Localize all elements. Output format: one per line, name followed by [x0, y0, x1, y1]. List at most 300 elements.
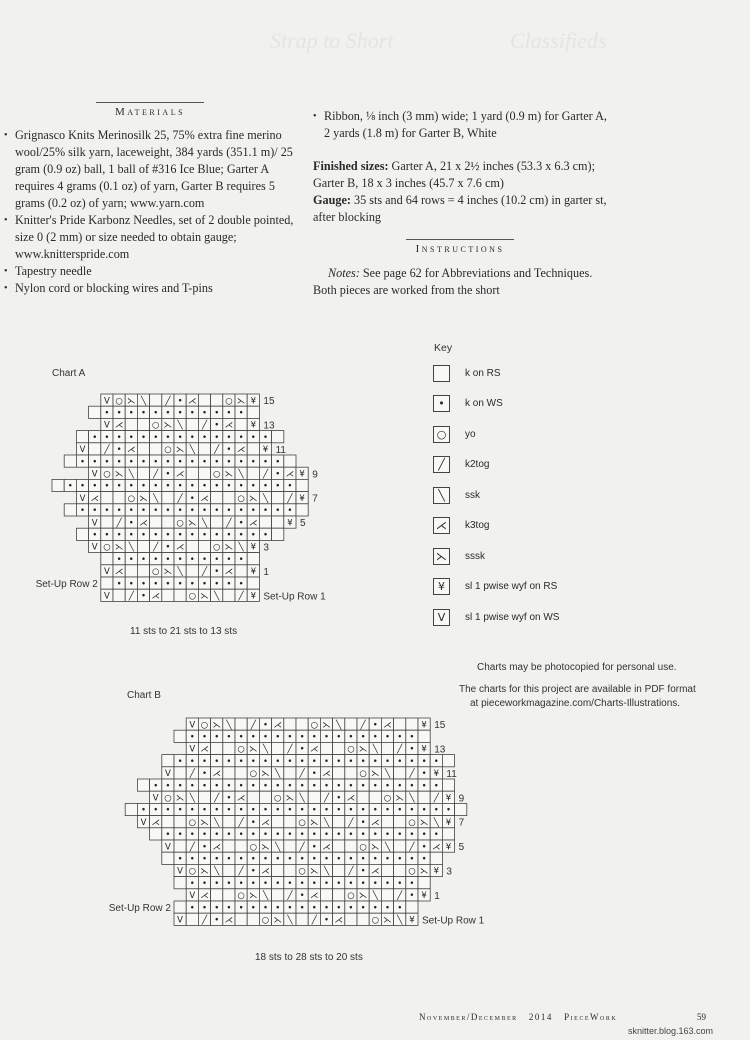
chart-a-symbol: •	[177, 554, 183, 565]
chart-b-symbol: •	[177, 805, 183, 816]
chart-a-cell	[235, 565, 247, 577]
chart-a-symbol: ○	[151, 567, 160, 578]
chart-b-symbol: ⋌	[200, 744, 209, 755]
key-label: k2tog	[465, 459, 490, 470]
chart-b-symbol: ⋌	[261, 817, 270, 828]
chart-b-symbol: ¥	[433, 769, 440, 780]
chart-a-symbol: ○	[103, 469, 111, 480]
chart-b-symbol: •	[262, 732, 269, 743]
chart-b	[108, 718, 513, 950]
chart-b-symbol: •	[348, 756, 354, 767]
chart-b-symbol: •	[323, 805, 330, 816]
material-item-tapestry: • Tapestry needle	[4, 263, 300, 280]
chart-a-setup-row-2-label: Set-Up Row 2	[35, 579, 98, 591]
chart-b-symbol: •	[299, 854, 305, 865]
chart-a-cell	[150, 443, 162, 455]
chart-b-symbol: •	[226, 756, 232, 767]
chart-a-cell	[247, 467, 259, 479]
chart-b-symbol: •	[201, 878, 208, 889]
chart-b-symbol: •	[372, 720, 378, 731]
chart-b-cell	[272, 889, 284, 901]
chart-b-symbol: ⋌	[322, 842, 331, 853]
material-item-ribbon: • Ribbon, ⅛ inch (3 mm) wide; 1 yard (0.9 m) for Garter A, 2 yards (1.8 m) for Garter B, White	[313, 108, 613, 142]
chart-a-symbol: ╲	[238, 542, 244, 553]
chart-b-symbol: •	[287, 732, 293, 743]
chart-b-cell	[223, 767, 235, 779]
chart-b-symbol: •	[250, 854, 256, 865]
chart-b-symbol: ⋋	[310, 817, 319, 828]
chart-a-symbol: ╱	[201, 567, 208, 578]
chart-b-symbol: ╲	[287, 915, 293, 926]
chart-b-symbol: •	[372, 830, 378, 841]
chart-a-symbol: ⋋	[139, 493, 148, 504]
chart-a-symbol: •	[92, 530, 98, 541]
chart-b-symbol: •	[311, 830, 317, 841]
chart-a-cell	[101, 553, 113, 565]
chart-a-symbol: ⋋	[188, 518, 197, 529]
chart-a-symbol: •	[275, 506, 281, 517]
chart-b-symbol: •	[189, 903, 195, 914]
chart-a-cell	[162, 516, 174, 528]
gauge-text: 35 sts and 64 rows = 4 inches (10.2 cm) in garter st, after blocking	[313, 193, 607, 224]
chart-b-symbol: •	[311, 854, 317, 865]
chart-b-symbol: ○	[347, 744, 355, 755]
chart-b-symbol: ╲	[384, 842, 391, 853]
chart-a-symbol: •	[214, 481, 220, 492]
chart-b-symbol: ⋋	[200, 866, 209, 877]
chart-b-cell	[406, 718, 418, 730]
chart-a-caption: 11 sts to 21 sts to 13 sts	[130, 626, 238, 637]
chart-b-symbol: V	[140, 817, 147, 828]
key-label: ssk	[465, 489, 480, 501]
chart-a-symbol: V	[103, 396, 110, 407]
chart-b-symbol: •	[250, 805, 256, 816]
chart-a-symbol: •	[153, 506, 159, 517]
key-label: yo	[465, 428, 476, 440]
chart-a-symbol: V	[103, 567, 110, 578]
chart-a-symbol: •	[238, 518, 244, 529]
chart-b-cell	[320, 742, 332, 754]
chart-b-symbol: •	[372, 805, 378, 816]
chart-b-symbol: ○	[188, 866, 197, 877]
chart-b-symbol: ╱	[299, 769, 305, 780]
chart-a-cell	[259, 516, 271, 528]
chart-b-symbol: ╲	[372, 891, 378, 902]
chart-b-symbol: •	[238, 756, 244, 767]
chart-a-symbol: ╱	[214, 445, 220, 456]
chart-a-symbol: ○	[176, 518, 184, 529]
chart-a-cell	[198, 467, 210, 479]
chart-a-symbol: ○	[164, 445, 172, 456]
chart-b-symbol: ○	[371, 915, 380, 926]
chart-b-symbol: ⋋	[419, 817, 429, 828]
chart-b-setup-row-1-label: Set-Up Row 1	[422, 915, 485, 927]
chart-a-cell	[186, 565, 198, 577]
chart-a-symbol: •	[250, 506, 256, 517]
chart-a-symbol: •	[250, 530, 256, 541]
chart-a-symbol: •	[79, 457, 86, 468]
chart-b-symbol: •	[214, 805, 220, 816]
slip-ws-icon: V	[433, 609, 450, 626]
chart-b-symbol: •	[165, 781, 171, 792]
chart-a-row-number: 15	[263, 396, 275, 408]
chart-a-symbol: •	[104, 530, 110, 541]
chart-b-cell	[442, 755, 454, 767]
key-label: sl 1 pwise wyf on WS	[465, 611, 560, 623]
chart-a-symbol: •	[189, 579, 195, 590]
chart-b-cell	[394, 864, 406, 876]
chart-b-symbol: •	[250, 817, 256, 828]
chart-b-symbol: •	[226, 878, 232, 889]
chart-b-symbol: •	[299, 878, 305, 889]
chart-b-cell	[296, 718, 308, 730]
material-item-yarn: • Grignasco Knits Merinosilk 25, 75% extra fine merino wool/25% silk yarn, laceweight, 384 yards (351.1 m)/ 25 gram (0.9 oz) ball, 1 ball of #316 Ice Blue; Garter A requires 4 grams (0.1 oz) of yarn, Garter B requires 5 grams (0.2 oz) of yarn; www.yarn.com	[4, 127, 300, 212]
chart-b-symbol: ╱	[311, 915, 317, 926]
chart-b-symbol: •	[153, 805, 159, 816]
chart-b-symbol: ⋌	[273, 720, 282, 731]
chart-b-cell	[345, 718, 357, 730]
chart-b-symbol: ○	[273, 793, 282, 804]
key-item	[433, 516, 489, 536]
chart-a-symbol: •	[177, 432, 183, 443]
chart-b-symbol: ○	[237, 891, 245, 902]
chart-a-symbol: •	[287, 481, 293, 492]
chart-b-symbol: •	[238, 805, 244, 816]
slash-icon: ╱	[433, 456, 450, 473]
key-title: Key	[434, 342, 453, 354]
chart-b-symbol: •	[421, 756, 427, 767]
chart-a-cell	[186, 418, 198, 430]
chart-b-symbol: ⋋	[261, 842, 270, 853]
chart-a-cell	[186, 467, 198, 479]
chart-a-symbol: •	[153, 408, 159, 419]
chart-b-symbol: •	[384, 878, 391, 889]
chart-a-symbol: ⋋	[236, 396, 246, 407]
chart-b-symbol: V	[189, 720, 196, 731]
chart-b-symbol: •	[262, 720, 269, 731]
chart-a-symbol: •	[201, 506, 208, 517]
chart-a-symbol: V	[91, 469, 98, 480]
chart-a-symbol: ¥	[262, 445, 269, 456]
chart-b-row-number: 7	[458, 817, 465, 829]
chart-b-symbol: •	[238, 854, 244, 865]
chart-a-symbol: ⋌	[249, 518, 258, 529]
chart-a-symbol: ⋋	[224, 469, 234, 480]
chart-b-symbol: •	[201, 842, 208, 853]
chart-a-symbol: •	[165, 579, 171, 590]
chart-b-symbol: ╱	[360, 720, 366, 731]
chart-a-symbol: ⋋	[163, 420, 173, 431]
chart-a-symbol: •	[140, 457, 147, 468]
chart-b-symbol: •	[153, 781, 159, 792]
chart-a-symbol: •	[189, 493, 195, 504]
chart-a-symbol: •	[153, 432, 159, 443]
chart-b-symbol: •	[372, 878, 378, 889]
chart-b-symbol: •	[397, 854, 403, 865]
chart-b-symbol: •	[336, 830, 342, 841]
chart-a-symbol: •	[226, 445, 232, 456]
chart-b-cell	[284, 718, 296, 730]
chart-a-symbol: •	[226, 554, 232, 565]
chart-a-cell	[89, 443, 101, 455]
chart-b-cell	[125, 803, 137, 815]
chart-a-symbol: V	[103, 591, 110, 602]
key-item	[433, 455, 489, 475]
chart-b-symbol: ⋋	[212, 720, 221, 731]
chart-b-symbol: •	[214, 903, 220, 914]
chart-b-symbol: •	[287, 756, 293, 767]
chart-b-symbol: ○	[237, 744, 245, 755]
chart-a-symbol: •	[153, 457, 159, 468]
chart-b-symbol: •	[336, 805, 342, 816]
chart-a-symbol: •	[262, 457, 269, 468]
chart-a-symbol: •	[226, 481, 232, 492]
chart-a-symbol: ○	[103, 542, 111, 553]
chart-b-symbol: V	[164, 842, 171, 853]
chart-b-row-number: 13	[434, 744, 446, 756]
chart-a-symbol: •	[165, 469, 171, 480]
chart-b-symbol: •	[360, 756, 366, 767]
chart-b-symbol: ¥	[445, 817, 452, 828]
chart-a-symbol: •	[153, 481, 159, 492]
chart-a-symbol: •	[250, 481, 256, 492]
chart-a-symbol: •	[214, 432, 220, 443]
key-item	[433, 546, 485, 566]
chart-b-symbol: •	[287, 903, 293, 914]
chart-a-cell	[125, 418, 137, 430]
chart-a-cell	[198, 443, 210, 455]
chart-a-symbol: •	[165, 457, 171, 468]
chart-a-cell	[211, 394, 223, 406]
chart-a-symbol: •	[275, 457, 281, 468]
chart-a-symbol: ⋋	[200, 591, 209, 602]
chart-b-symbol: •	[299, 756, 305, 767]
chart-a-symbol: ╱	[238, 591, 244, 602]
chart-b-symbol: •	[177, 830, 183, 841]
chart-b-symbol: V	[189, 744, 196, 755]
chart-b-symbol: ╲	[275, 769, 281, 780]
chart-a-symbol: V	[91, 518, 98, 529]
chart-b-symbol: V	[177, 915, 184, 926]
chart-b-symbol: ○	[164, 793, 172, 804]
chart-a-setup-row-1-label: Set-Up Row 1	[263, 591, 326, 603]
chart-b-symbol: •	[177, 781, 183, 792]
chart-b-symbol: ⋋	[310, 866, 319, 877]
gauge-label: Gauge:	[313, 193, 351, 207]
chart-b-symbol: •	[323, 854, 330, 865]
chart-b-symbol: •	[238, 878, 244, 889]
chart-b-cell	[357, 791, 369, 803]
chart-b-cell	[284, 840, 296, 852]
chart-b-symbol: •	[287, 805, 293, 816]
chart-b-cell	[418, 730, 430, 742]
chart-b-symbol: •	[348, 903, 354, 914]
chart-a-cell	[101, 577, 113, 589]
chart-b-symbol: •	[238, 732, 244, 743]
chart-a-symbol: V	[79, 493, 86, 504]
chart-a-symbol: •	[128, 432, 134, 443]
chart-a-symbol: •	[189, 457, 195, 468]
chart-a-cell	[198, 540, 210, 552]
chart-a-symbol: •	[238, 530, 244, 541]
chart-b-symbol: •	[397, 781, 403, 792]
chart-b-symbol: ╲	[226, 720, 232, 731]
chart-b-symbol: •	[299, 732, 305, 743]
chart-a-symbol: •	[214, 554, 220, 565]
chart-b-symbol: •	[287, 854, 293, 865]
chart-b-cell	[394, 816, 406, 828]
chart-b-cell	[174, 816, 186, 828]
chart-b-symbol: •	[336, 793, 342, 804]
chart-b-symbol: •	[275, 878, 281, 889]
chart-b-symbol: •	[275, 732, 281, 743]
chart-b-symbol: •	[189, 732, 195, 743]
chart-b-symbol: •	[201, 830, 208, 841]
key-label: k on WS	[465, 398, 503, 409]
chart-b-symbol: ╲	[262, 891, 269, 902]
key-label: k on RS	[465, 367, 501, 379]
chart-b-symbol: •	[262, 830, 269, 841]
chart-b-symbol: •	[360, 903, 366, 914]
chart-b-symbol: •	[287, 878, 293, 889]
chart-b-symbol: •	[250, 866, 256, 877]
chart-b-symbol: •	[275, 830, 281, 841]
chart-a-symbol: ⋋	[114, 469, 124, 480]
chart-b-symbol: V	[189, 891, 196, 902]
chart-b-symbol: ╱	[323, 793, 330, 804]
chart-b-cell	[137, 779, 149, 791]
chart-a-symbol: •	[153, 554, 159, 565]
chart-a-symbol: ○	[127, 493, 136, 504]
chart-b-cell	[186, 913, 198, 925]
chart-b-symbol: ⋌	[212, 769, 221, 780]
chart-a-symbol: ⋌	[127, 445, 136, 456]
chart-b-symbol: •	[275, 854, 281, 865]
chart-b-symbol: •	[348, 732, 354, 743]
chart-a-symbol: •	[128, 518, 134, 529]
chart-a-cell	[150, 394, 162, 406]
chart-a-cell	[101, 492, 113, 504]
chart-b-symbol: •	[360, 854, 366, 865]
chart-a-symbol: •	[165, 432, 171, 443]
chart-b-symbol: •	[311, 805, 317, 816]
chart-a-symbol: •	[165, 481, 171, 492]
chart-a-symbol: ⋌	[114, 567, 124, 578]
sssk-icon: ⋋	[433, 548, 450, 565]
chart-b-cell	[284, 767, 296, 779]
chart-a-symbol: •	[177, 408, 183, 419]
key-item	[433, 485, 480, 505]
chart-b-cell	[455, 803, 467, 815]
chart-b-symbol: ╱	[287, 891, 293, 902]
chart-b-symbol: •	[421, 842, 427, 853]
chart-b-cell	[223, 864, 235, 876]
chart-b-symbol: •	[287, 830, 293, 841]
chart-b-cell	[223, 816, 235, 828]
chart-a-cell	[223, 492, 235, 504]
chart-b-symbol: ╱	[348, 817, 354, 828]
chart-b-symbol: ⋋	[285, 793, 295, 804]
chart-b-symbol: •	[275, 781, 281, 792]
chart-b-symbol: ○	[408, 817, 416, 828]
chart-b-symbol: ○	[359, 842, 367, 853]
chart-a-symbol: •	[67, 481, 73, 492]
chart-b-symbol: ╲	[323, 866, 330, 877]
chart-a-symbol: •	[189, 506, 195, 517]
chart-a-symbol: •	[275, 481, 281, 492]
chart-a-symbol: ⋌	[224, 420, 234, 431]
chart-b-symbol: •	[372, 903, 378, 914]
chart-a-symbol: •	[262, 432, 269, 443]
chart-a-symbol: •	[262, 506, 269, 517]
chart-b-title: Chart B	[127, 690, 161, 701]
chart-b-symbol: ○	[249, 842, 258, 853]
materials-list	[4, 127, 300, 297]
chart-a-symbol: •	[262, 530, 269, 541]
chart-b-symbol: •	[201, 732, 208, 743]
chart-a-symbol: ╲	[128, 542, 134, 553]
chart-b-cell	[442, 779, 454, 791]
chart-a-symbol: •	[214, 408, 220, 419]
chart-b-symbol: •	[421, 830, 427, 841]
chart-b-symbol: •	[384, 781, 391, 792]
chart-b-symbol: •	[445, 805, 452, 816]
chart-b-symbol: ○	[298, 817, 306, 828]
chart-a-cell	[76, 528, 88, 540]
chart-a-symbol: •	[104, 457, 110, 468]
chart-a-symbol: •	[201, 432, 208, 443]
chart-b-symbol: •	[262, 781, 269, 792]
chart-a-symbol: •	[140, 506, 147, 517]
chart-a-row-number: 13	[263, 420, 275, 432]
chart-b-symbol: •	[226, 793, 232, 804]
chart-b-symbol: ○	[408, 866, 416, 877]
chart-a-symbol: •	[214, 579, 220, 590]
chart-b-symbol: ⋋	[419, 866, 429, 877]
chart-b-cell	[345, 913, 357, 925]
source-credit: sknitter.blog.163.com	[628, 1026, 714, 1036]
chart-b-symbol: ╱	[238, 866, 244, 877]
chart-b-symbol: ⋌	[200, 891, 209, 902]
blank-square-icon	[433, 365, 450, 382]
chart-b-symbol: ⋋	[175, 793, 185, 804]
chart-b-cell	[320, 889, 332, 901]
chart-b-symbol: ╱	[189, 769, 195, 780]
chart-a-symbol: ╲	[201, 518, 208, 529]
chart-b-symbol: ○	[188, 817, 197, 828]
chart-b-cell	[272, 816, 284, 828]
chart-a-cell	[52, 479, 64, 491]
chart-a-symbol: ╱	[262, 469, 269, 480]
chart-a-symbol: ¥	[250, 542, 257, 553]
key-item	[433, 577, 557, 597]
chart-b-symbol: •	[336, 732, 342, 743]
chart-b-symbol: •	[214, 915, 220, 926]
chart-b-symbol: ○	[249, 769, 258, 780]
chart-a-symbol: •	[128, 457, 134, 468]
chart-b-symbol: •	[165, 805, 171, 816]
chart-b-cell	[333, 816, 345, 828]
chart-b-symbol: ╲	[262, 744, 269, 755]
chart-b-symbol: ⋋	[395, 793, 404, 804]
chart-b-symbol: •	[384, 903, 391, 914]
chart-b-symbol: ╲	[323, 817, 330, 828]
chart-a-cell	[272, 431, 284, 443]
chart-b-symbol: ⋌	[371, 866, 380, 877]
chart-b-symbol: ╲	[189, 793, 195, 804]
chart-a-cell	[296, 479, 308, 491]
chart-b-symbol: •	[397, 830, 403, 841]
